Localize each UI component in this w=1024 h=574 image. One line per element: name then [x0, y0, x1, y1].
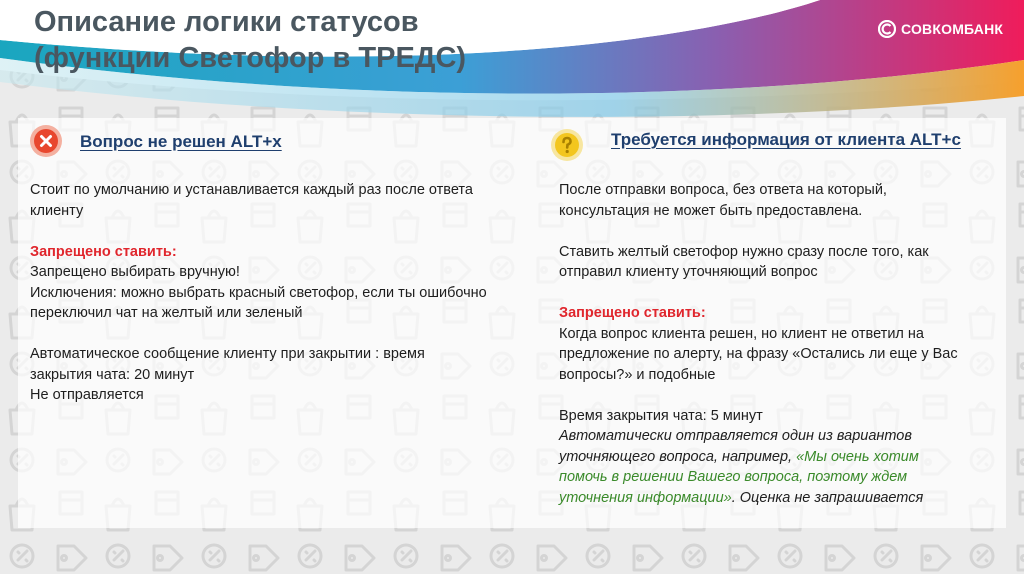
red-x-icon: [28, 123, 64, 159]
right-forbidden-line-3: вопросы?» и подобные: [559, 366, 716, 383]
left-auto-line-1: Автоматическое сообщение клиенту при закрытии : время: [30, 346, 425, 362]
right-auto-line-1: Автоматически отправляется один из вариантов: [559, 428, 912, 444]
page-title: [34, 4, 466, 76]
right-intro-line-1: После отправки вопроса, без ответа на который,: [559, 182, 887, 198]
left-exception-line-1: Исключения: можно выбрать красный светофор, если ты ошибочно: [30, 284, 487, 301]
right-set-line-2: отправил клиенту уточняющий вопрос: [559, 264, 818, 280]
left-heading: Вопрос не решен ALT+x: [80, 132, 282, 151]
right-forbidden-line-2: предложение по алерту, на фразу «Остались ли еще у Вас: [559, 346, 958, 362]
right-column: [559, 180, 999, 508]
yellow-question-icon: [549, 127, 585, 163]
right-forbidden-line-1: Когда вопрос клиента решен, но клиент не ответил на: [559, 325, 924, 342]
right-auto-line-4: [559, 488, 999, 509]
left-exception-line-2: переключил чат на желтый или зеленый: [30, 305, 303, 321]
right-set-line-1: Ставить желтый светофор нужно сразу после того, как: [559, 243, 929, 260]
right-auto-line-2: [559, 447, 999, 468]
brand-name: СОВКОМБАНК: [901, 21, 1004, 37]
left-intro-line-1: Стоит по умолчанию и устанавливается каждый раз после ответа: [30, 182, 473, 198]
left-forbidden-line-1: Запрещено выбирать вручную!: [30, 264, 240, 280]
brand-logo: [878, 20, 1003, 38]
left-auto-line-3: Не отправляется: [30, 387, 144, 403]
left-forbidden-label: Запрещено ставить:: [30, 243, 177, 260]
left-intro-line-2: клиенту: [30, 202, 84, 219]
right-auto-line-2-text: уточняющего вопроса, например,: [559, 448, 797, 465]
page-title-line-1: Описание логики статусов: [34, 6, 419, 38]
page-title-line-2: (функции Светофор в ТРЕДС): [34, 42, 467, 74]
right-intro-line-2: консультация не может быть предоставлена.: [559, 202, 863, 219]
sovcombank-logo-icon: [878, 20, 896, 38]
right-quote-line-3: помочь в решении Вашего вопроса, поэтому ждем: [559, 469, 908, 485]
right-heading: Требуется информация от клиента ALT+c: [611, 130, 961, 149]
right-quote-end: уточнения информации»: [559, 489, 732, 506]
left-auto-line-2: закрытия чата: 20 минут: [30, 366, 195, 383]
right-forbidden-label: Запрещено ставить:: [559, 305, 706, 321]
right-quote-start: «Мы очень хотим: [796, 448, 919, 465]
right-auto-line-4-text: . Оценка не запрашивается: [731, 489, 924, 506]
left-column: [30, 180, 535, 406]
right-close-time: Время закрытия чата: 5 минут: [559, 407, 763, 424]
